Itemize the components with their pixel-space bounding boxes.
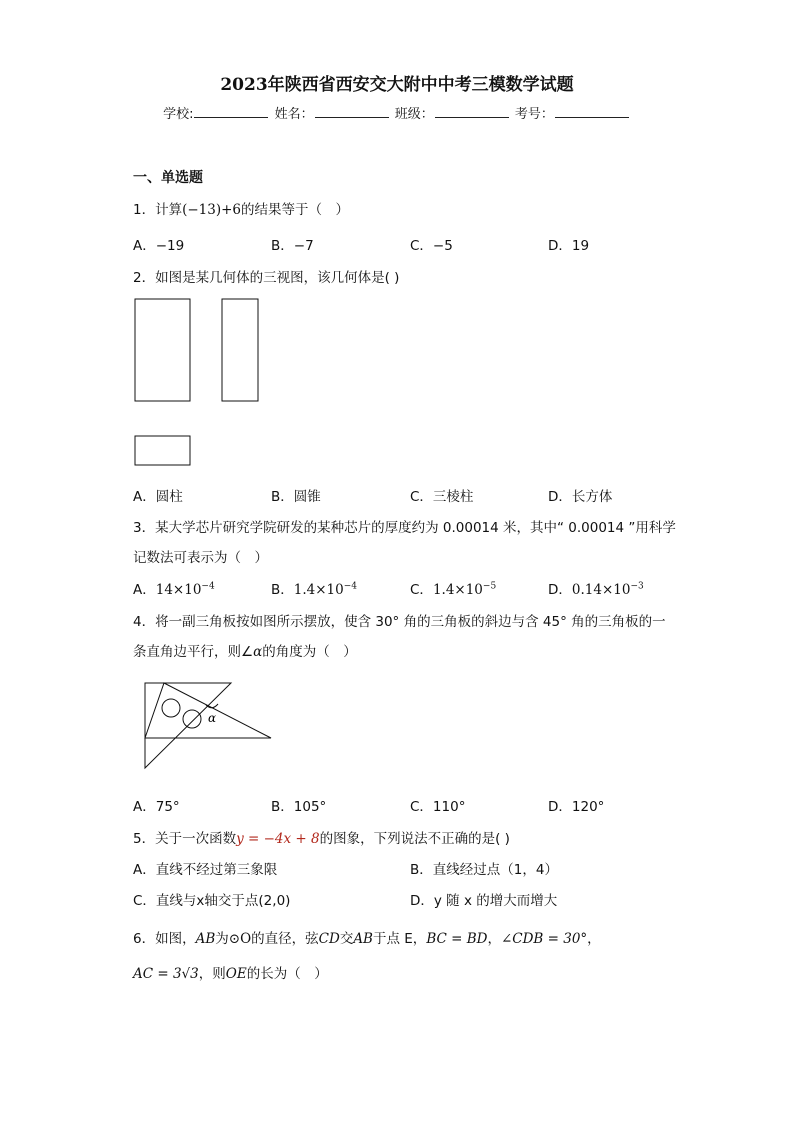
q3-option-c[interactable]: C．$1.4\times 10^{-5}$ bbox=[410, 581, 497, 598]
question-6-line-1: 6．如图，AB为⊙O的直径，弦CD交AB于点 E，BC = BD，∠CDB = 30°， bbox=[133, 931, 601, 947]
exam-no-label: 考号： bbox=[514, 107, 554, 122]
q3-option-a[interactable]: A．$14\times 10^{-4}$ bbox=[133, 581, 215, 598]
triangle-hole-left bbox=[162, 699, 180, 717]
q1-option-d[interactable]: D．19 bbox=[548, 238, 590, 254]
q4-option-c[interactable]: C．110° bbox=[410, 799, 466, 815]
q3-option-d[interactable]: D．$0.14\times 10^{-3}$ bbox=[548, 581, 644, 598]
question-1: 1．计算(−13)+6的结果等于（ ） bbox=[133, 202, 350, 218]
question-4-line-1: 4．将一副三角板按如图所示摆放，使含 30° 角的三角板的斜边与含 45° 角的三角板的一 bbox=[133, 614, 666, 630]
question-3-line-2: 记数法可表示为（ ） bbox=[133, 550, 268, 566]
q5-option-c[interactable]: C．直线与x轴交于点(2,0) bbox=[133, 893, 291, 909]
q5-option-a[interactable]: A．直线不经过第三象限 bbox=[133, 862, 278, 878]
q1-option-a[interactable]: A．−19 bbox=[133, 238, 185, 254]
class-label: 班级： bbox=[394, 107, 434, 122]
name-label: 姓名： bbox=[274, 107, 314, 122]
arc-equality: BC = BD bbox=[426, 931, 488, 947]
q2-option-b[interactable]: B．圆锥 bbox=[271, 489, 321, 505]
q2-option-a[interactable]: A．圆柱 bbox=[133, 489, 183, 505]
q1-expression: (−13)+6 bbox=[182, 202, 242, 218]
q5-function: y = −4x + 8 bbox=[236, 831, 320, 847]
q5-option-d[interactable]: D．y 随 x 的增大而增大 bbox=[410, 893, 558, 909]
school-label: 学校: bbox=[163, 107, 194, 122]
q3-option-b[interactable]: B．$1.4\times 10^{-4}$ bbox=[271, 581, 358, 598]
alpha-label: α bbox=[208, 711, 217, 725]
question-5: 5．关于一次函数y = −4x + 8的图象，下列说法不正确的是( ) bbox=[133, 831, 510, 847]
question-4-line-2: 条直角边平行，则∠α的角度为（ ） bbox=[133, 644, 357, 660]
q4-option-d[interactable]: D．120° bbox=[548, 799, 605, 815]
question-3-line-1: 3．某大学芯片研究学院研发的某种芯片的厚度约为 0.00014 米，其中“ 0.00014 ”用科学 bbox=[133, 520, 676, 536]
triangle-hole-right bbox=[183, 710, 201, 728]
q1-option-b[interactable]: B．−7 bbox=[271, 238, 314, 254]
q4-option-b[interactable]: B．105° bbox=[271, 799, 327, 815]
page-title: 2023年陕西省西安交大附中中考三模数学试题 bbox=[220, 75, 574, 95]
q5-option-b[interactable]: B．直线经过点（1，4） bbox=[410, 862, 558, 878]
q2-option-d[interactable]: D．长方体 bbox=[548, 489, 613, 505]
section-title: 一、单选题 bbox=[133, 170, 203, 186]
q1-option-c[interactable]: C．−5 bbox=[410, 238, 453, 254]
question-2: 2．如图是某几何体的三视图，该几何体是( ) bbox=[133, 270, 400, 286]
q2-option-c[interactable]: C．三棱柱 bbox=[410, 489, 474, 505]
q4-option-a[interactable]: A．75° bbox=[133, 799, 180, 815]
question-6-line-2: AC = 3√3，则OE的长为（ ） bbox=[133, 966, 328, 982]
